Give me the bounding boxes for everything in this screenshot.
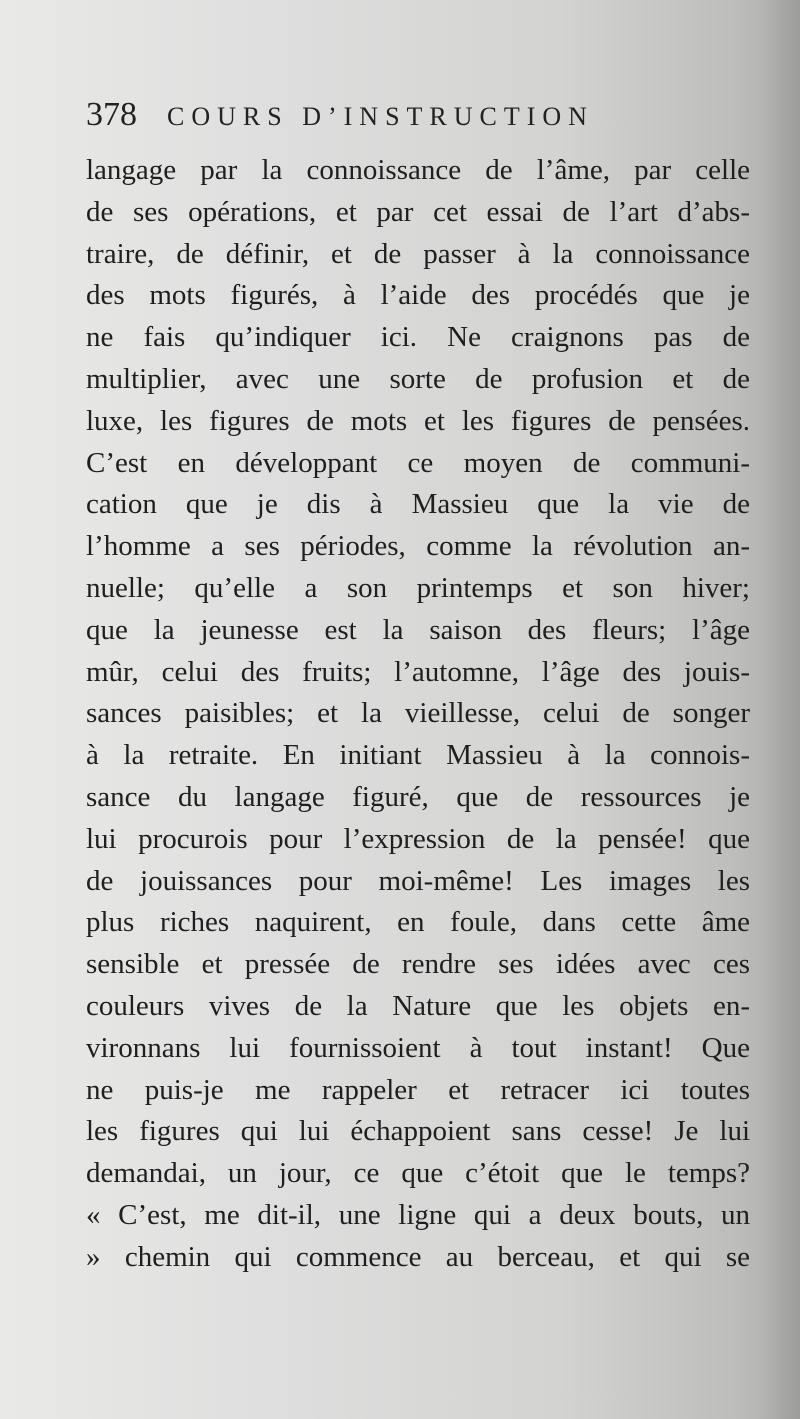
text-line: ne fais qu’indiquer ici. Ne craignons pas de [86,321,750,354]
running-title: COURS D’INSTRUCTION [167,102,594,131]
text-line: « C’est, me dit-il, une ligne qui a deux bouts, un [86,1198,750,1231]
text-line: les figures qui lui échappoient sans cesse! Je lui [86,1115,750,1148]
text-line: que la jeunesse est la saison des fleurs; l’âge [86,613,750,646]
text-line: » chemin qui commence au berceau, et qui se [86,1240,750,1273]
body-text [86,150,750,1279]
text-line: sance du langage figuré, que de ressources je [86,780,750,813]
text-line: vironnans lui fournissoient à tout instant! Que [86,1031,750,1064]
text-line: de ses opérations, et par cet essai de l’art d’abs- [86,195,750,228]
text-line: nuelle; qu’elle a son printemps et son hiver; [86,571,750,604]
text-line: traire, de définir, et de passer à la connoissance [86,237,750,270]
text-line: multiplier, avec une sorte de profusion et de [86,362,750,395]
text-line: sensible et pressée de rendre ses idées avec ces [86,948,750,981]
text-line: l’homme a ses périodes, comme la révolution an- [86,530,750,563]
text-line: lui procurois pour l’expression de la pensée! que [86,822,750,855]
text-line: cation que je dis à Massieu que la vie de [86,488,750,521]
text-line: sances paisibles; et la vieillesse, celui de songer [86,697,750,730]
text-line: plus riches naquirent, en foule, dans cette âme [86,906,750,939]
text-line: de jouissances pour moi-même! Les images les [86,864,750,897]
text-line: luxe, les figures de mots et les figures de pensées. [86,404,750,437]
text-line: ne puis-je me rappeler et retracer ici toutes [86,1073,750,1106]
text-line: C’est en développant ce moyen de communi- [86,446,750,479]
text-line: des mots figurés, à l’aide des procédés que je [86,279,750,312]
text-line: à la retraite. En initiant Massieu à la connois- [86,739,750,772]
text-line: demandai, un jour, ce que c’étoit que le temps? [86,1157,750,1190]
page-edge-shadow [760,0,800,1419]
text-line: mûr, celui des fruits; l’automne, l’âge des jouis- [86,655,750,688]
text-line: langage par la connoissance de l’âme, par celle [86,154,750,186]
page-header [86,96,666,140]
page-number: 378 [86,96,137,133]
text-line: couleurs vives de la Nature que les objets en- [86,989,750,1022]
